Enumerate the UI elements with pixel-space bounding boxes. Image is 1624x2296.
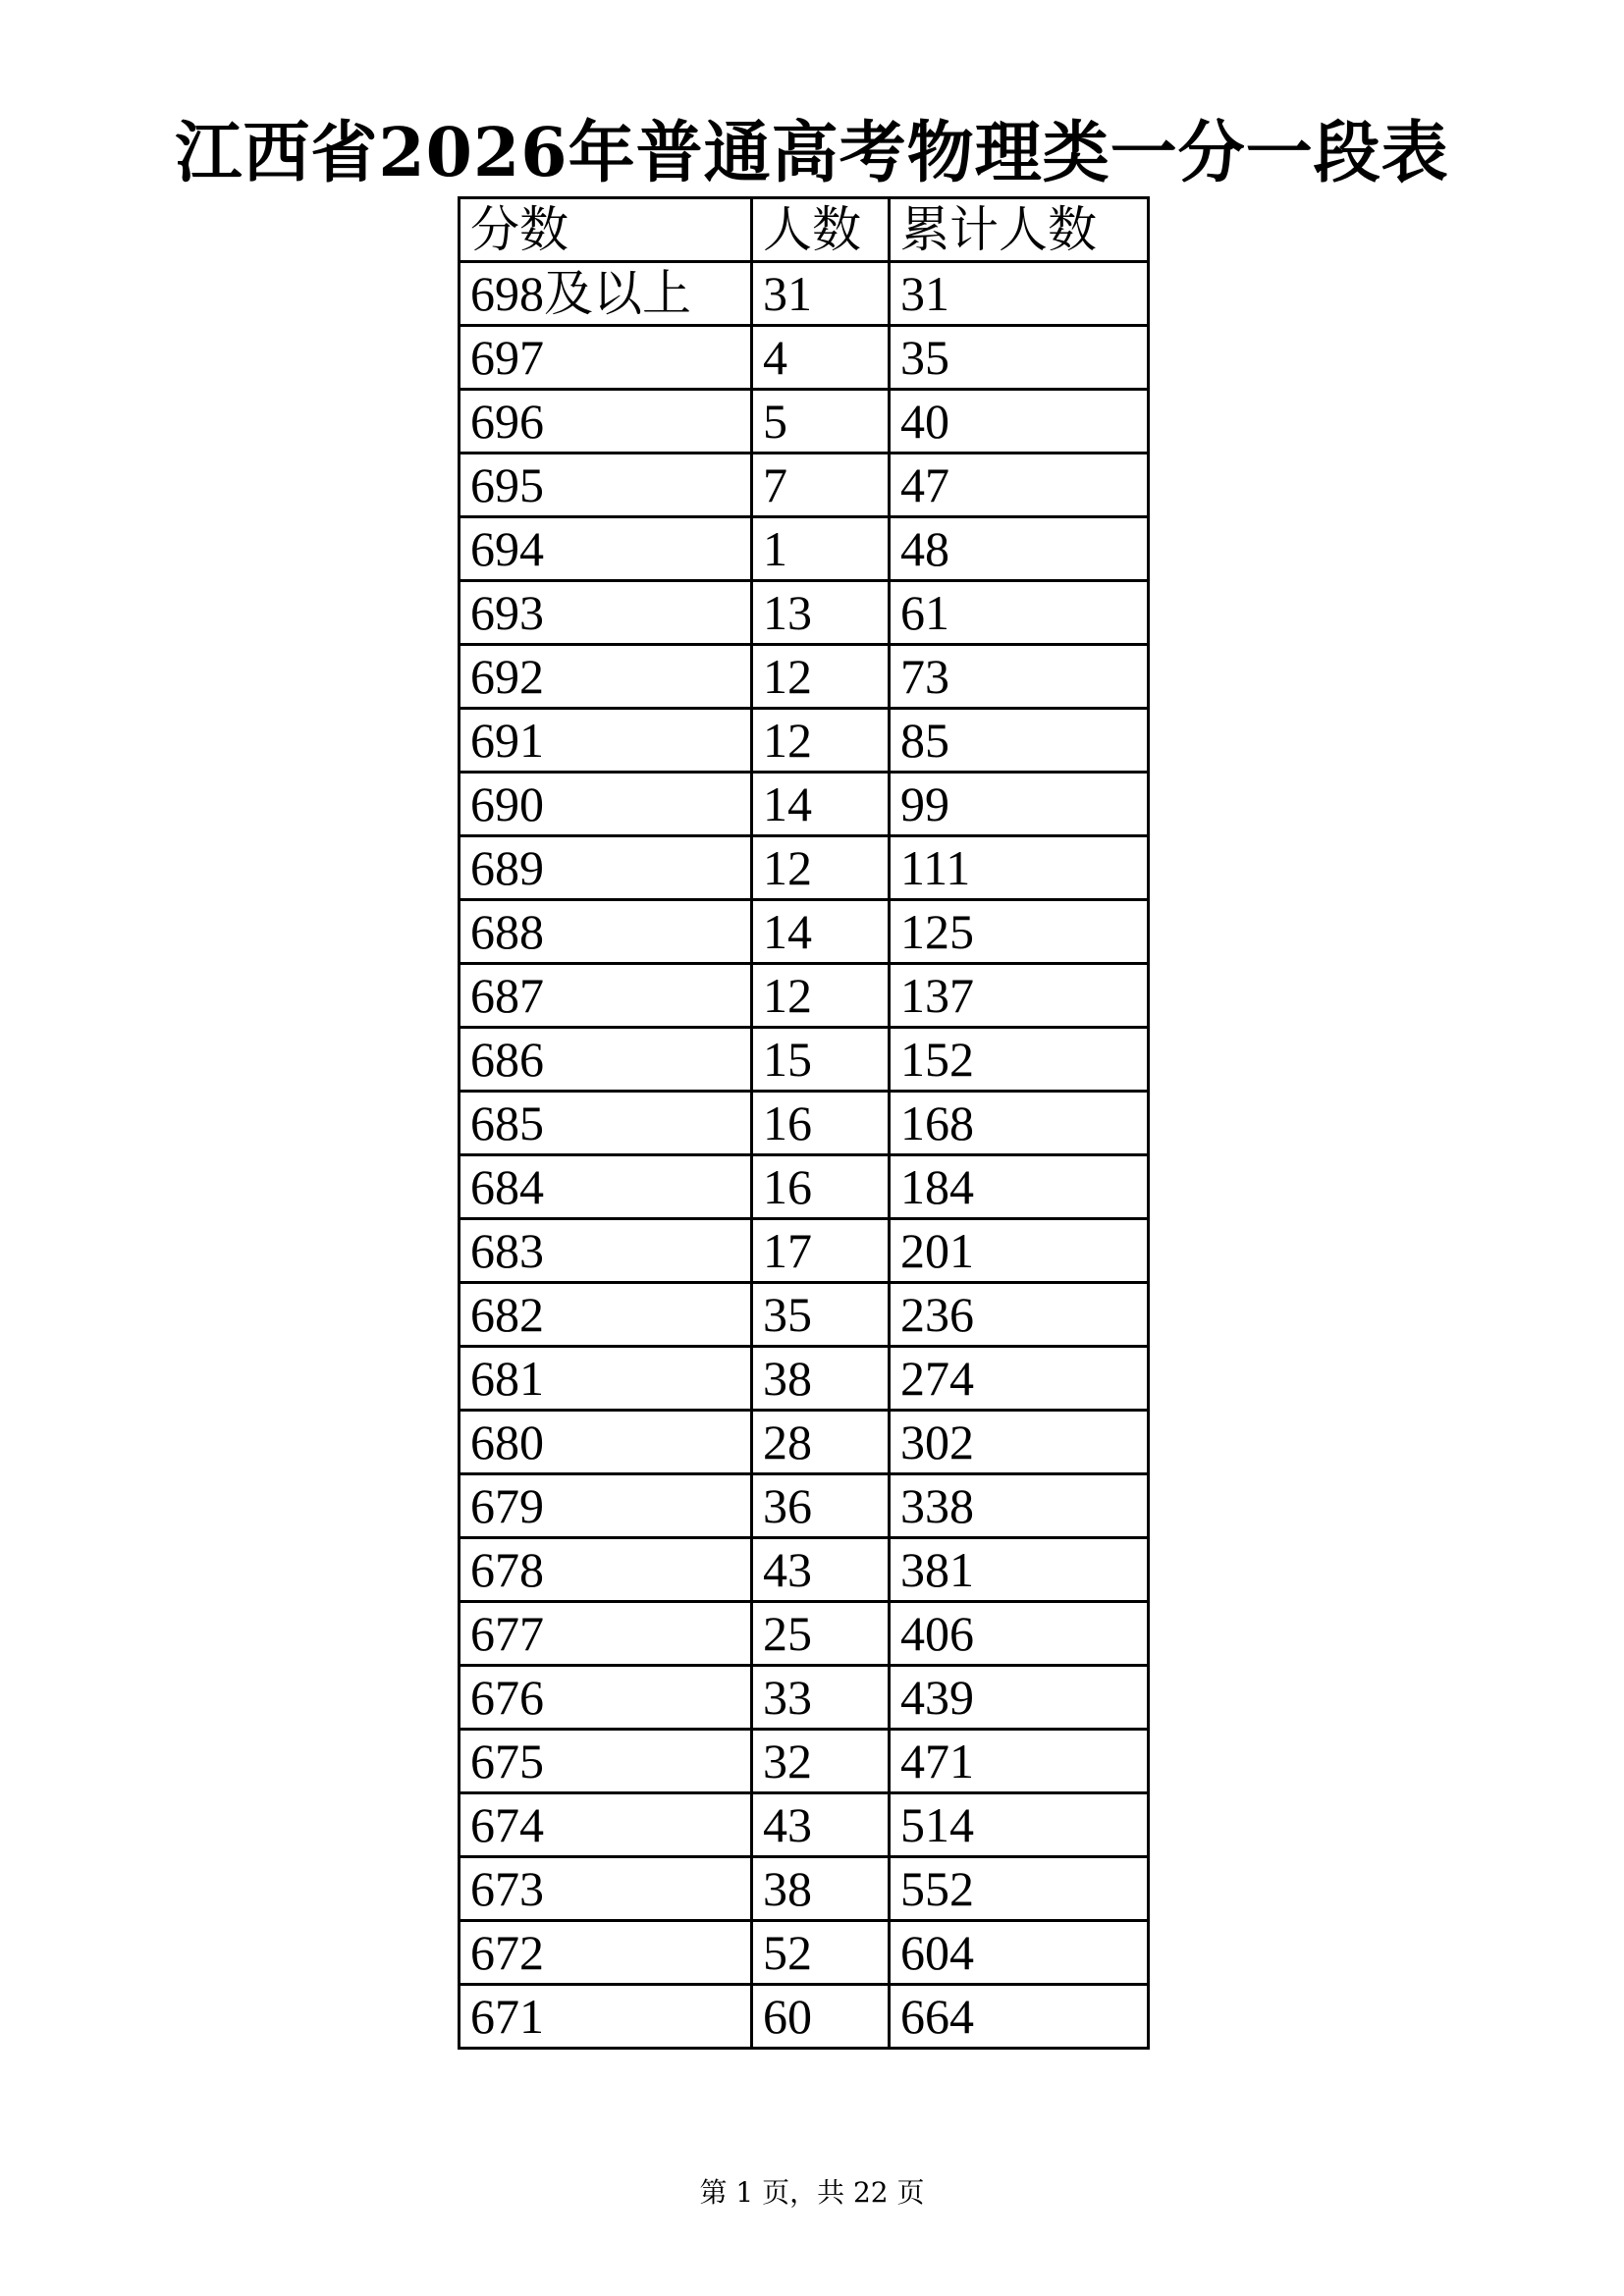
table-row: [460, 1474, 1149, 1538]
score-cell: 675: [460, 1730, 752, 1793]
cumulative-cell: 85: [890, 709, 1149, 773]
table-row: [460, 773, 1149, 836]
cumulative-cell: 302: [890, 1411, 1149, 1474]
cumulative-cell: 35: [890, 326, 1149, 390]
cumulative-cell: 48: [890, 517, 1149, 581]
count-cell: 7: [752, 454, 890, 517]
table-row: [460, 900, 1149, 964]
count-cell: 28: [752, 1411, 890, 1474]
score-cell: 684: [460, 1155, 752, 1219]
count-cell: 38: [752, 1347, 890, 1411]
table-row: [460, 262, 1149, 326]
cumulative-cell: 73: [890, 645, 1149, 709]
count-cell: 35: [752, 1283, 890, 1347]
cumulative-cell: 338: [890, 1474, 1149, 1538]
count-cell: 12: [752, 964, 890, 1028]
header-score: 分数: [460, 198, 752, 262]
table-header-row: [460, 198, 1149, 262]
table-row: [460, 1028, 1149, 1092]
score-cell: 682: [460, 1283, 752, 1347]
score-cell: 691: [460, 709, 752, 773]
cumulative-cell: 664: [890, 1985, 1149, 2049]
cumulative-cell: 125: [890, 900, 1149, 964]
table-row: [460, 1283, 1149, 1347]
page-title: 江西省2026年普通高考物理类一分一段表: [175, 114, 1449, 192]
table-row: [460, 390, 1149, 454]
cumulative-cell: 40: [890, 390, 1149, 454]
cumulative-cell: 201: [890, 1219, 1149, 1283]
score-cell: 697: [460, 326, 752, 390]
count-cell: 60: [752, 1985, 890, 2049]
cumulative-cell: 31: [890, 262, 1149, 326]
cumulative-cell: 439: [890, 1666, 1149, 1730]
table-row: [460, 1730, 1149, 1793]
score-cell: 696: [460, 390, 752, 454]
score-cell: 679: [460, 1474, 752, 1538]
table-body: [460, 262, 1149, 2049]
table-row: [460, 1985, 1149, 2049]
table-row: [460, 1857, 1149, 1921]
score-cell: 673: [460, 1857, 752, 1921]
count-cell: 12: [752, 709, 890, 773]
count-cell: 14: [752, 900, 890, 964]
score-cell: 686: [460, 1028, 752, 1092]
score-distribution-table: [458, 196, 1150, 2050]
score-cell: 674: [460, 1793, 752, 1857]
table-row: [460, 836, 1149, 900]
table-row: [460, 326, 1149, 390]
table-row: [460, 517, 1149, 581]
cumulative-cell: 604: [890, 1921, 1149, 1985]
cumulative-cell: 99: [890, 773, 1149, 836]
cumulative-cell: 514: [890, 1793, 1149, 1857]
table-row: [460, 964, 1149, 1028]
score-cell: 685: [460, 1092, 752, 1155]
score-cell: 690: [460, 773, 752, 836]
table-row: [460, 1219, 1149, 1283]
page-footer: 第 1 页，共 22 页: [699, 2176, 925, 2209]
count-cell: 31: [752, 262, 890, 326]
cumulative-cell: 61: [890, 581, 1149, 645]
score-cell: 693: [460, 581, 752, 645]
table-row: [460, 1602, 1149, 1666]
table-row: [460, 1347, 1149, 1411]
table-row: [460, 1921, 1149, 1985]
count-cell: 32: [752, 1730, 890, 1793]
score-cell: 689: [460, 836, 752, 900]
score-cell: 678: [460, 1538, 752, 1602]
count-cell: 43: [752, 1538, 890, 1602]
table-row: [460, 581, 1149, 645]
score-cell: 687: [460, 964, 752, 1028]
count-cell: 33: [752, 1666, 890, 1730]
score-cell: 681: [460, 1347, 752, 1411]
table-row: [460, 1155, 1149, 1219]
table-row: [460, 1092, 1149, 1155]
cumulative-cell: 168: [890, 1092, 1149, 1155]
cumulative-cell: 47: [890, 454, 1149, 517]
cumulative-cell: 406: [890, 1602, 1149, 1666]
table-row: [460, 1793, 1149, 1857]
cumulative-cell: 111: [890, 836, 1149, 900]
cumulative-cell: 274: [890, 1347, 1149, 1411]
score-cell: 677: [460, 1602, 752, 1666]
header-count: 人数: [752, 198, 890, 262]
score-cell: 680: [460, 1411, 752, 1474]
count-cell: 14: [752, 773, 890, 836]
count-cell: 25: [752, 1602, 890, 1666]
count-cell: 17: [752, 1219, 890, 1283]
score-cell: 692: [460, 645, 752, 709]
count-cell: 1: [752, 517, 890, 581]
cumulative-cell: 236: [890, 1283, 1149, 1347]
count-cell: 16: [752, 1092, 890, 1155]
score-cell: 694: [460, 517, 752, 581]
score-cell: 695: [460, 454, 752, 517]
count-cell: 16: [752, 1155, 890, 1219]
table-row: [460, 645, 1149, 709]
score-cell: 672: [460, 1921, 752, 1985]
score-cell: 676: [460, 1666, 752, 1730]
cumulative-cell: 381: [890, 1538, 1149, 1602]
cumulative-cell: 552: [890, 1857, 1149, 1921]
header-cumulative: 累计人数: [890, 198, 1149, 262]
table-row: [460, 1538, 1149, 1602]
table-row: [460, 454, 1149, 517]
cumulative-cell: 152: [890, 1028, 1149, 1092]
score-cell: 688: [460, 900, 752, 964]
cumulative-cell: 471: [890, 1730, 1149, 1793]
table-row: [460, 1666, 1149, 1730]
score-cell: 683: [460, 1219, 752, 1283]
score-cell: 671: [460, 1985, 752, 2049]
count-cell: 52: [752, 1921, 890, 1985]
count-cell: 12: [752, 836, 890, 900]
cumulative-cell: 137: [890, 964, 1149, 1028]
cumulative-cell: 184: [890, 1155, 1149, 1219]
table-row: [460, 1411, 1149, 1474]
count-cell: 12: [752, 645, 890, 709]
count-cell: 43: [752, 1793, 890, 1857]
table-row: [460, 709, 1149, 773]
count-cell: 15: [752, 1028, 890, 1092]
count-cell: 13: [752, 581, 890, 645]
score-cell: 698及以上: [460, 262, 752, 326]
count-cell: 4: [752, 326, 890, 390]
count-cell: 36: [752, 1474, 890, 1538]
count-cell: 5: [752, 390, 890, 454]
count-cell: 38: [752, 1857, 890, 1921]
